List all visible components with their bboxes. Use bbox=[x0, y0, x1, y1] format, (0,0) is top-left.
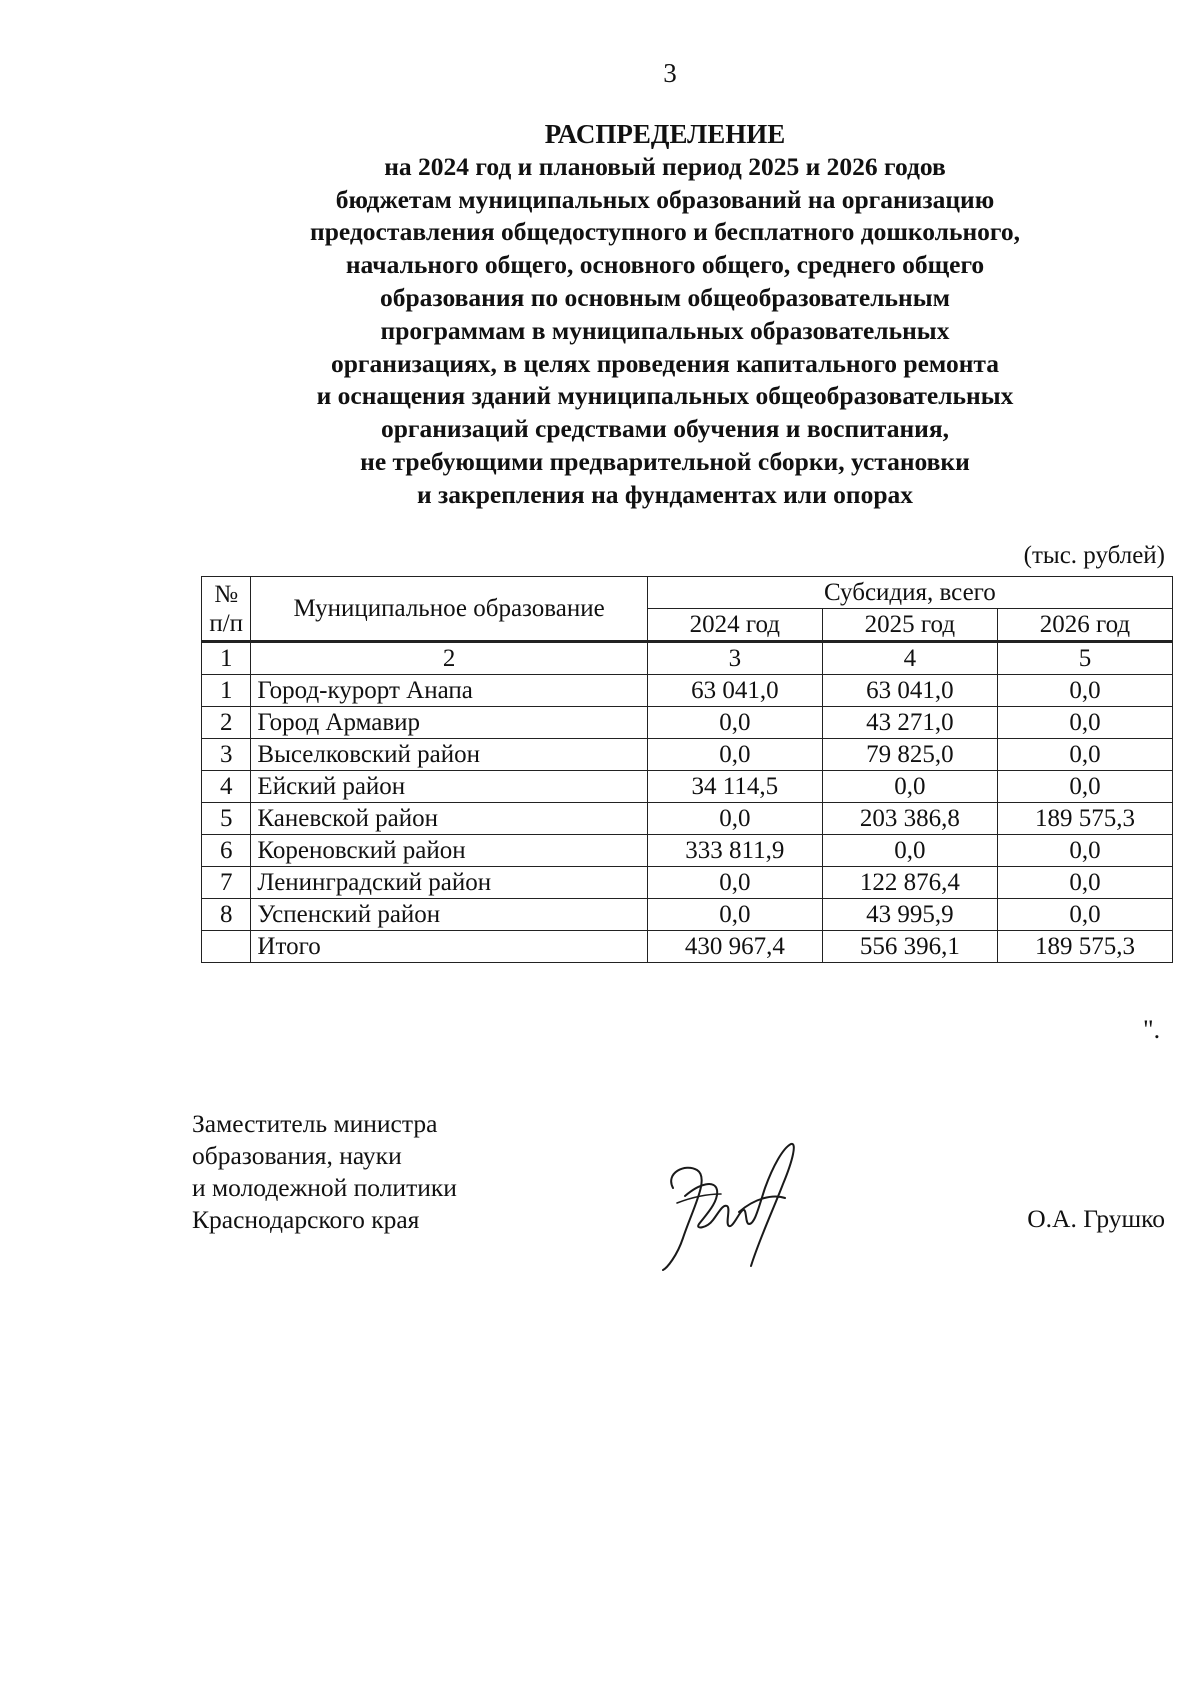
title-line: начального общего, основного общего, среднего общего bbox=[345, 250, 985, 280]
title-heading: РАСПРЕДЕЛЕНИЕ bbox=[544, 119, 786, 149]
table-row bbox=[202, 707, 1173, 739]
table-row bbox=[202, 835, 1173, 867]
signer-title-line: Заместитель министра bbox=[192, 1109, 438, 1138]
title-line: не требующими предварительной сборки, установки bbox=[360, 446, 970, 476]
index-cell: 4 bbox=[822, 642, 997, 675]
row-value-2025: 79 825,0 bbox=[822, 739, 997, 771]
table-row bbox=[202, 771, 1173, 803]
row-num: 6 bbox=[202, 835, 251, 867]
row-name: Город-курорт Анапа bbox=[251, 675, 647, 707]
row-value-2024: 0,0 bbox=[647, 803, 822, 835]
row-name: Выселковский район bbox=[251, 739, 647, 771]
header-subsidy-group: Субсидия, всего bbox=[647, 577, 1172, 609]
title-line: организациях, в целях проведения капитального ремонта bbox=[330, 348, 999, 378]
document-title bbox=[190, 118, 1140, 512]
row-num: 1 bbox=[202, 675, 251, 707]
units-label: (тыс. рублей) bbox=[1023, 542, 1165, 569]
row-name: Кореновский район bbox=[251, 835, 647, 867]
row-value-2026: 0,0 bbox=[997, 835, 1172, 867]
title-line: на 2024 год и плановый период 2025 и 2026 годов bbox=[384, 151, 946, 181]
title-line: организаций средствами обучения и воспитания, bbox=[380, 414, 950, 444]
total-label: Итого bbox=[251, 931, 647, 963]
row-value-2026: 0,0 bbox=[997, 771, 1172, 803]
table-header-row bbox=[202, 577, 1173, 609]
row-value-2024: 0,0 bbox=[647, 739, 822, 771]
title-line: и оснащения зданий муниципальных общеобразовательных bbox=[316, 381, 1014, 411]
row-num: 7 bbox=[202, 867, 251, 899]
header-name: Муниципальное образование bbox=[251, 577, 647, 642]
row-value-2024: 0,0 bbox=[647, 867, 822, 899]
row-name: Город Армавир bbox=[251, 707, 647, 739]
header-year-2024: 2024 год bbox=[647, 609, 822, 642]
row-value-2026: 0,0 bbox=[997, 739, 1172, 771]
total-num bbox=[202, 931, 251, 963]
signer-title-line: образования, науки bbox=[192, 1141, 402, 1170]
table-total-row bbox=[202, 931, 1173, 963]
row-value-2025: 0,0 bbox=[822, 835, 997, 867]
signer-name: О.А. Грушко bbox=[1027, 1204, 1165, 1233]
row-name: Успенский район bbox=[251, 899, 647, 931]
handwritten-signature bbox=[655, 1128, 805, 1278]
signer-title-line: Краснодарского края bbox=[192, 1205, 420, 1234]
row-num: 2 bbox=[202, 707, 251, 739]
title-line: программам в муниципальных образовательных bbox=[380, 315, 950, 345]
row-name: Ленинградский район bbox=[251, 867, 647, 899]
signer-title-line: и молодежной политики bbox=[192, 1173, 457, 1202]
row-value-2024: 0,0 bbox=[647, 707, 822, 739]
row-value-2025: 43 271,0 bbox=[822, 707, 997, 739]
index-cell: 3 bbox=[647, 642, 822, 675]
row-value-2026: 0,0 bbox=[997, 867, 1172, 899]
total-value-2025: 556 396,1 bbox=[822, 931, 997, 963]
table-row bbox=[202, 675, 1173, 707]
row-value-2024: 0,0 bbox=[647, 899, 822, 931]
header-num: № п/п bbox=[202, 577, 251, 642]
row-value-2024: 34 114,5 bbox=[647, 771, 822, 803]
title-line: предоставления общедоступного и бесплатного дошкольного, bbox=[310, 217, 1020, 247]
index-cell: 1 bbox=[202, 642, 251, 675]
header-year-2026: 2026 год bbox=[997, 609, 1172, 642]
table-row bbox=[202, 739, 1173, 771]
row-value-2026: 0,0 bbox=[997, 899, 1172, 931]
row-value-2025: 43 995,9 bbox=[822, 899, 997, 931]
page-number: 3 bbox=[663, 58, 677, 88]
row-num: 4 bbox=[202, 771, 251, 803]
row-value-2025: 63 041,0 bbox=[822, 675, 997, 707]
row-name: Каневской район bbox=[251, 803, 647, 835]
row-num: 8 bbox=[202, 899, 251, 931]
closing-quote: ". bbox=[1143, 1015, 1161, 1044]
row-num: 5 bbox=[202, 803, 251, 835]
table-row bbox=[202, 803, 1173, 835]
row-value-2026: 189 575,3 bbox=[997, 803, 1172, 835]
index-cell: 2 bbox=[251, 642, 647, 675]
row-value-2025: 203 386,8 bbox=[822, 803, 997, 835]
row-value-2024: 63 041,0 bbox=[647, 675, 822, 707]
row-num: 3 bbox=[202, 739, 251, 771]
title-line: образования по основным общеобразовательным bbox=[380, 282, 950, 312]
index-cell: 5 bbox=[997, 642, 1172, 675]
title-line: бюджетам муниципальных образований на организацию bbox=[335, 184, 995, 214]
row-value-2026: 0,0 bbox=[997, 707, 1172, 739]
row-name: Ейский район bbox=[251, 771, 647, 803]
row-value-2024: 333 811,9 bbox=[647, 835, 822, 867]
signer-title bbox=[192, 1108, 457, 1236]
total-value-2024: 430 967,4 bbox=[647, 931, 822, 963]
table-row bbox=[202, 867, 1173, 899]
column-index-row bbox=[202, 642, 1173, 675]
total-value-2026: 189 575,3 bbox=[997, 931, 1172, 963]
table-row bbox=[202, 899, 1173, 931]
distribution-table bbox=[201, 576, 1173, 963]
header-year-2025: 2025 год bbox=[822, 609, 997, 642]
row-value-2025: 122 876,4 bbox=[822, 867, 997, 899]
row-value-2026: 0,0 bbox=[997, 675, 1172, 707]
title-line: и закрепления на фундаментах или опорах bbox=[416, 479, 914, 509]
row-value-2025: 0,0 bbox=[822, 771, 997, 803]
